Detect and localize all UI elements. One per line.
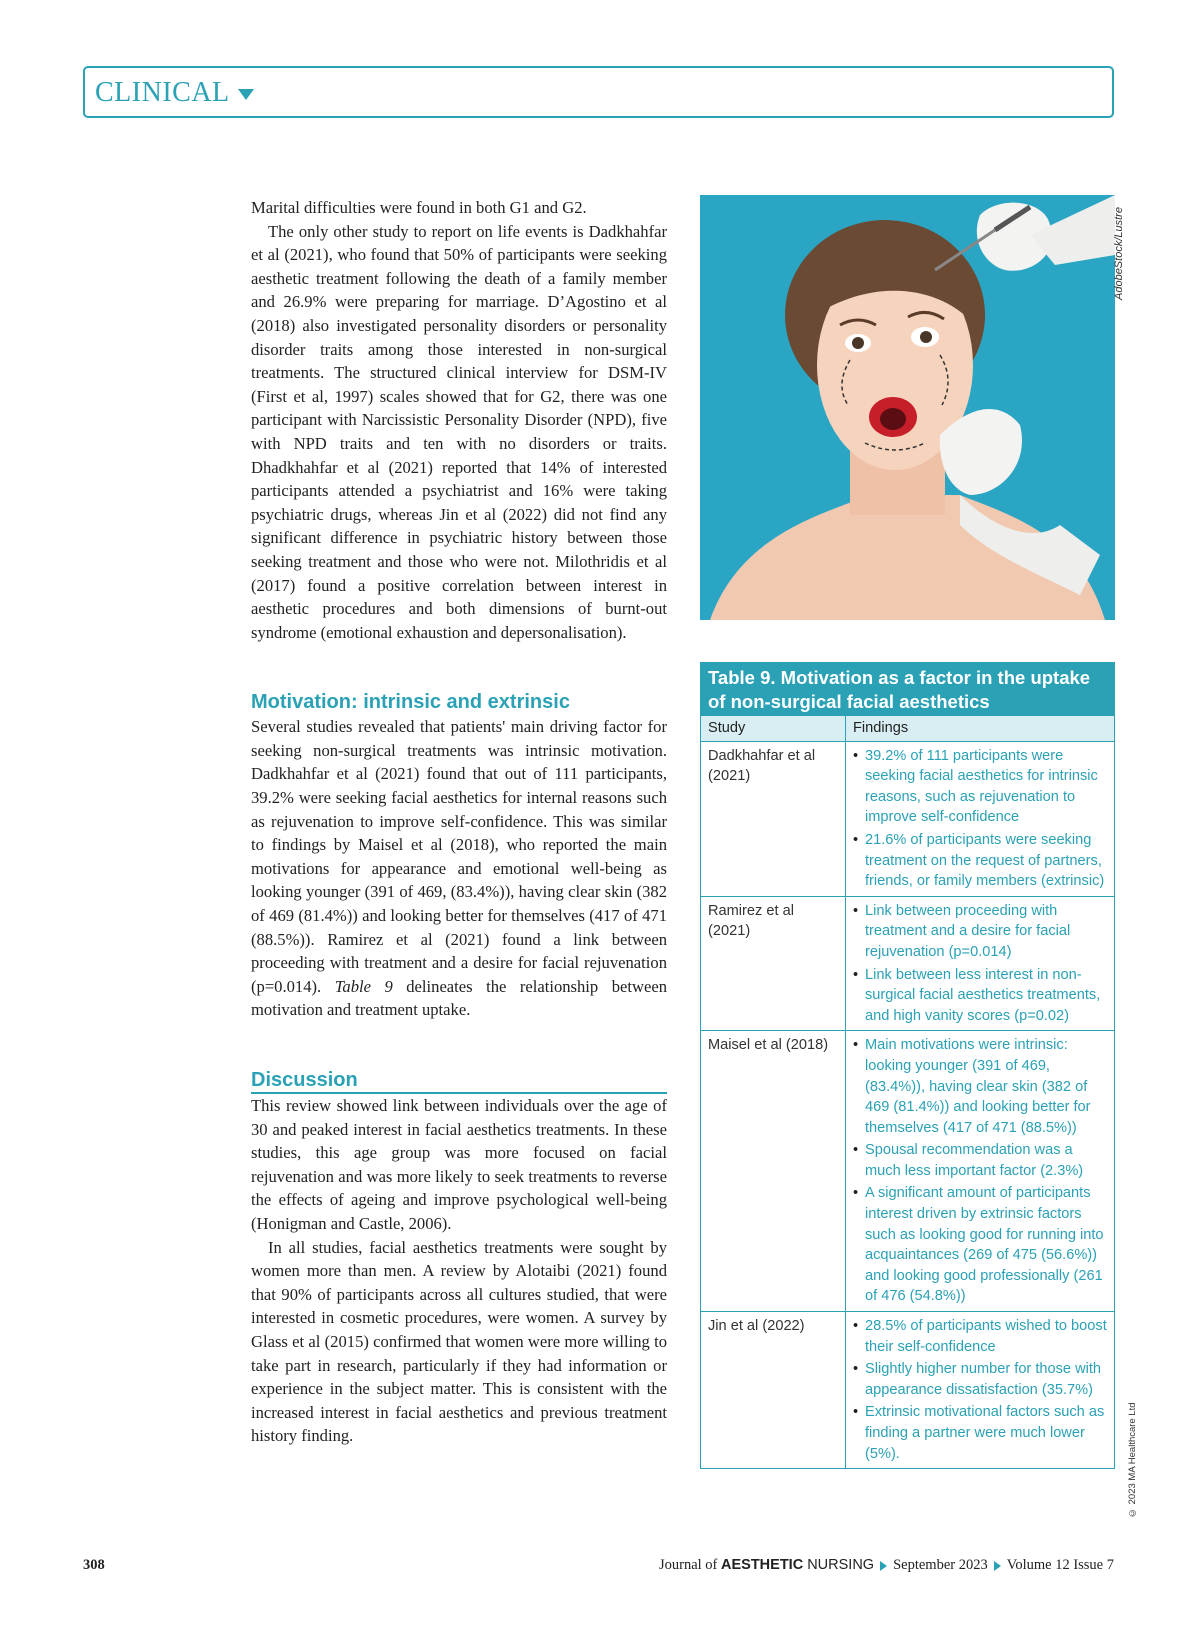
page-footer xyxy=(83,1557,1114,1577)
body-column xyxy=(251,196,667,1448)
page-number: 308 xyxy=(83,1557,105,1573)
issue-date: September 2023 xyxy=(893,1557,988,1573)
finding-item: • Extrinsic motivational factors such as finding a partner were much lower (5%). xyxy=(853,1402,1108,1464)
study-cell: Dadkhahfar et al (2021) xyxy=(701,741,846,896)
journal-brand: AESTHETIC xyxy=(721,1557,804,1573)
triangle-down-icon xyxy=(238,89,254,100)
table-9 xyxy=(700,662,1115,1469)
table-title: Table 9. Motivation as a factor in the uptake of non-surgical facial aesthetics xyxy=(700,662,1115,716)
finding-item: • 39.2% of 111 participants were seeking facial aesthetics for intrinsic reasons, such as rejuvenation to improve self-confidence xyxy=(853,746,1108,828)
findings-cell xyxy=(846,896,1115,1031)
findings-cell xyxy=(846,1031,1115,1312)
table-9-reference: Table 9 xyxy=(334,976,393,996)
study-cell: Jin et al (2022) xyxy=(701,1312,846,1469)
finding-item: • Link between less interest in non-surgical facial aesthetics treatments, and high vanity scores (p=0.02) xyxy=(853,965,1108,1027)
table-row xyxy=(701,741,1115,896)
woman-injection-illustration xyxy=(700,195,1115,620)
journal-prefix: Journal of xyxy=(658,1557,721,1573)
journal-suffix: NURSING xyxy=(803,1557,875,1573)
finding-item: • Link between proceeding with treatment and a desire for facial rejuvenation (p=0.014) xyxy=(853,901,1108,963)
finding-item: • Slightly higher number for those with appearance dissatisfaction (35.7%) xyxy=(853,1359,1108,1400)
triangle-right-icon xyxy=(880,1561,887,1571)
section-label xyxy=(95,78,254,108)
paragraph-5: In all studies, facial aesthetics treatments were sought by women more than men. A review by Alotaibi (2021) found that 90% of participants across all cultures studied, that were interested in cosmetic procedures, were women. A survey by Glass et al (2015) confirmed that women were more willing to take part in research, particularly if they had information or experience in the subject matter. This is consistent with the increased interest in facial aesthetics and previous treatment history finding. xyxy=(251,1237,667,1446)
table-row xyxy=(701,1312,1115,1469)
journal-info xyxy=(659,1557,1114,1574)
copyright-notice: © 2023 MA Healthcare Ltd xyxy=(1127,1402,1138,1518)
volume-issue: Volume 12 Issue 7 xyxy=(1006,1557,1114,1573)
paragraph-4: This review showed link between individuals over the age of 30 and peaked interest in facial aesthetics treatments. In these studies, this age group was more focused on facial rejuvenation and was more likely to seek treatments to reverse the effects of ageing and improve psychological well-being (Honigman and Castle, 2006). xyxy=(251,1096,667,1233)
motivation-table xyxy=(700,716,1115,1469)
table-header-row xyxy=(701,716,1115,741)
findings-cell xyxy=(846,1312,1115,1469)
study-cell: Maisel et al (2018) xyxy=(701,1031,846,1312)
column-header-study: Study xyxy=(701,716,846,741)
finding-item: • A significant amount of participants interest driven by extrinsic factors such as looking good for running into acquaintances (269 of 475 (56.6%)) and looking good professionally (261 of 476 (54.8%)) xyxy=(853,1183,1108,1307)
finding-item: • 28.5% of participants wished to boost their self-confidence xyxy=(853,1316,1108,1357)
table-row xyxy=(701,1031,1115,1312)
paragraph-3-text-b: delineates the relationship between motivation and treatment uptake. xyxy=(251,976,667,1020)
column-header-findings: Findings xyxy=(846,716,1115,741)
motivation-heading: Motivation: intrinsic and extrinsic xyxy=(251,691,570,714)
paragraph-2: The only other study to report on life events is Dadkhahfar et al (2021), who found that 50% of participants were seeking aesthetic treatment following the death of a family member and 26.9% were preparing for marriage. D’Agostino et al (2018) also investigated personality disorders or personality disorder traits among those interested in non-surgical treatments. The structured clinical interview for DSM-IV (First et al, 1997) scales showed that for G2, there was one participant with Narcissistic Personality Disorder (NPD), five with NPD traits and ten with no disorders or traits. Dhadkhahfar et al (2021) reported that 14% of interested participants attended a psychiatrist and 16% were taking psychiatric drugs, whereas Jin et al (2022) did not find any significant difference in psychiatric history between those seeking treatment and those who were not. Milothridis et al (2017) found a positive correlation between interest in aesthetic procedures and both dimensions of burnt-out syndrome (emotional exhaustion and depersonalisation). xyxy=(251,221,667,642)
paragraph-1: Marital difficulties were found in both G1 and G2. xyxy=(251,198,587,217)
section-label-text: CLINICAL xyxy=(95,77,230,108)
section-header-box xyxy=(83,66,1114,118)
image-credit: AdobeStock/Lustre xyxy=(1113,207,1125,300)
findings-cell xyxy=(846,741,1115,896)
paragraph-3 xyxy=(251,715,667,1022)
table-row xyxy=(701,896,1115,1031)
finding-item: • 21.6% of participants were seeking treatment on the request of partners, friends, or family members (extrinsic) xyxy=(853,830,1108,892)
study-cell: Ramirez et al (2021) xyxy=(701,896,846,1031)
triangle-right-icon xyxy=(994,1561,1001,1571)
article-photo xyxy=(700,195,1115,620)
paragraph-3-text-a: Several studies revealed that patients' main driving factor for seeking non-surgical treatments was intrinsic motivation. Dadkhahfar et al (2021) found that out of 111 participants, 39.2% were seeking facial aesthetics for internal reasons such as rejuvenation to improve self-confidence. This was similar to findings by Maisel et al (2018), who reported the main motivations for appearance and emotional well-being as looking younger (391 of 469, (83.4%)), having clear skin (382 of 469 (81.4%)) and looking better for themselves (417 of 471 (88.5%)). Ramirez et al (2021) found a link between proceeding with treatment and a desire for facial rejuvenation (p=0.014). xyxy=(251,717,667,996)
discussion-heading: Discussion xyxy=(251,1068,667,1094)
finding-item: • Main motivations were intrinsic: looking younger (391 of 469, (83.4%)), having clear skin (382 of 469 (81.4%)) and looking better for themselves (417 of 471 (88.5%)) xyxy=(853,1035,1108,1138)
finding-item: • Spousal recommendation was a much less important factor (2.3%) xyxy=(853,1140,1108,1181)
